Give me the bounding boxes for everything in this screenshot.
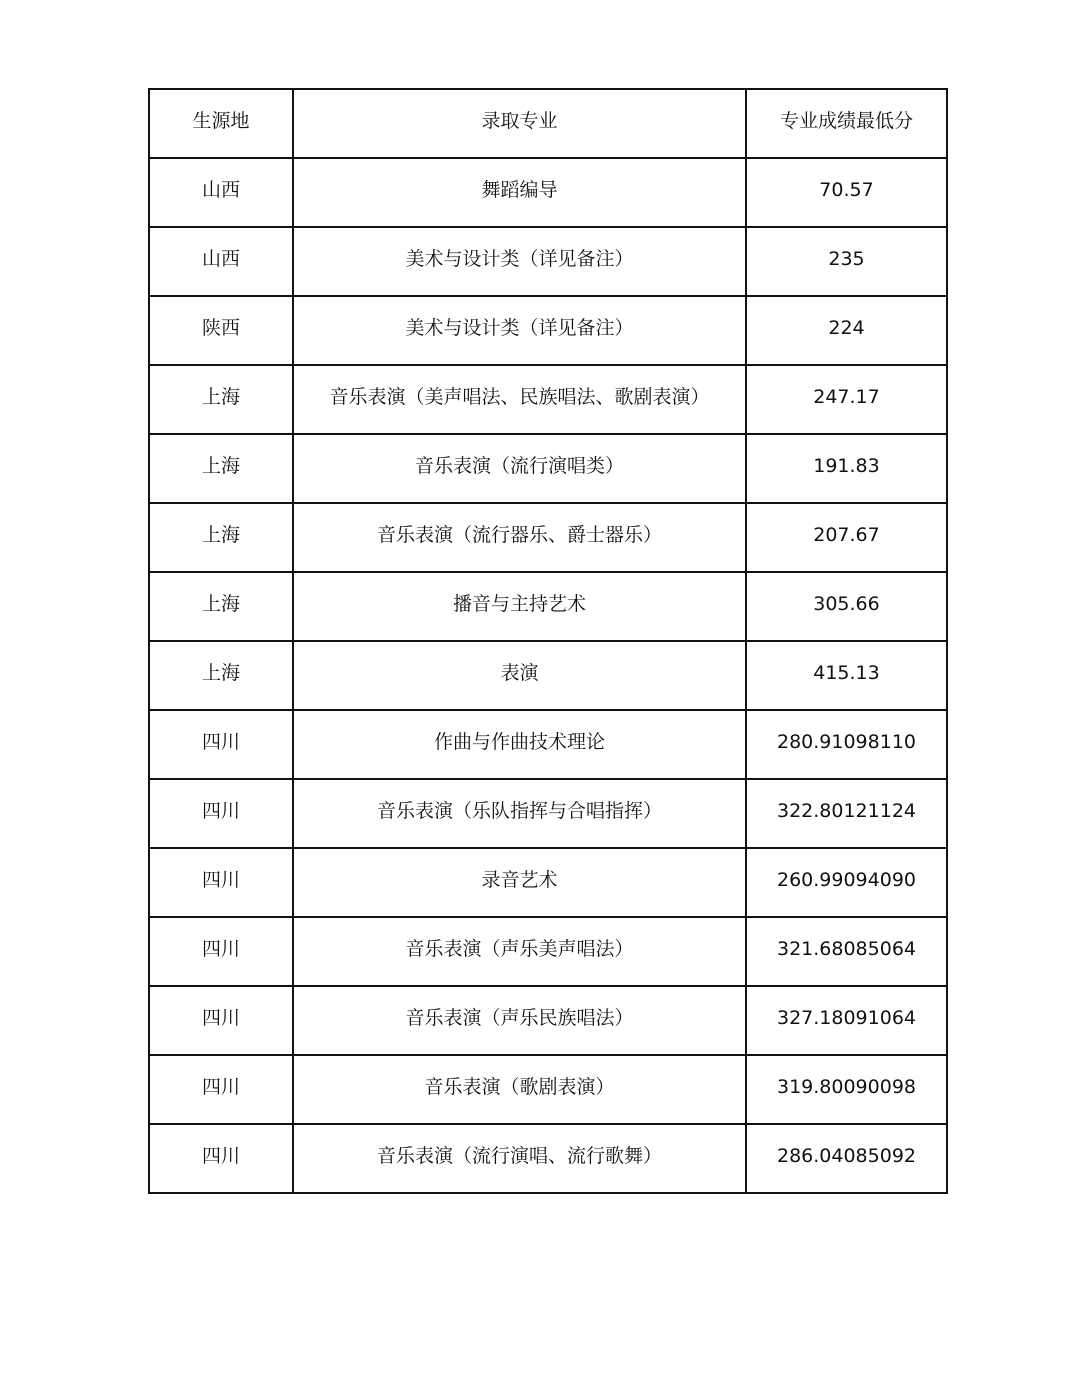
cell-major: 表演 xyxy=(293,641,746,710)
cell-major: 播音与主持艺术 xyxy=(293,572,746,641)
cell-min-score: 322.80121124 xyxy=(746,779,947,848)
cell-origin: 四川 xyxy=(149,779,293,848)
cell-min-score: 321.68085064 xyxy=(746,917,947,986)
cell-major: 录音艺术 xyxy=(293,848,746,917)
cell-min-score: 207.67 xyxy=(746,503,947,572)
table-row xyxy=(149,296,947,365)
cell-min-score: 327.18091064 xyxy=(746,986,947,1055)
cell-major: 音乐表演（乐队指挥与合唱指挥） xyxy=(293,779,746,848)
cell-min-score: 191.83 xyxy=(746,434,947,503)
cell-min-score: 235 xyxy=(746,227,947,296)
cell-major: 作曲与作曲技术理论 xyxy=(293,710,746,779)
cell-major: 美术与设计类（详见备注） xyxy=(293,296,746,365)
cell-min-score: 224 xyxy=(746,296,947,365)
cell-major: 美术与设计类（详见备注） xyxy=(293,227,746,296)
cell-origin: 四川 xyxy=(149,1124,293,1193)
cell-major: 音乐表演（歌剧表演） xyxy=(293,1055,746,1124)
table-row xyxy=(149,710,947,779)
table-row xyxy=(149,227,947,296)
cell-origin: 四川 xyxy=(149,710,293,779)
admission-score-table xyxy=(148,88,948,1194)
cell-origin: 陕西 xyxy=(149,296,293,365)
cell-major: 音乐表演（美声唱法、民族唱法、歌剧表演） xyxy=(293,365,746,434)
cell-major: 音乐表演（流行演唱类） xyxy=(293,434,746,503)
table-row xyxy=(149,1055,947,1124)
cell-origin: 上海 xyxy=(149,572,293,641)
cell-min-score: 247.17 xyxy=(746,365,947,434)
cell-major: 音乐表演（流行器乐、爵士器乐） xyxy=(293,503,746,572)
header-major: 录取专业 xyxy=(293,89,746,158)
table-row xyxy=(149,1124,947,1193)
table-row xyxy=(149,848,947,917)
header-origin: 生源地 xyxy=(149,89,293,158)
table-row xyxy=(149,917,947,986)
cell-min-score: 305.66 xyxy=(746,572,947,641)
table-header-row xyxy=(149,89,947,158)
cell-origin: 四川 xyxy=(149,848,293,917)
cell-major: 舞蹈编导 xyxy=(293,158,746,227)
cell-min-score: 70.57 xyxy=(746,158,947,227)
cell-origin: 山西 xyxy=(149,227,293,296)
cell-origin: 上海 xyxy=(149,365,293,434)
table-row xyxy=(149,986,947,1055)
table-row xyxy=(149,572,947,641)
table-row xyxy=(149,158,947,227)
cell-min-score: 286.04085092 xyxy=(746,1124,947,1193)
cell-origin: 上海 xyxy=(149,434,293,503)
cell-origin: 四川 xyxy=(149,917,293,986)
cell-origin: 上海 xyxy=(149,503,293,572)
table-row xyxy=(149,779,947,848)
cell-major: 音乐表演（声乐美声唱法） xyxy=(293,917,746,986)
cell-min-score: 280.91098110 xyxy=(746,710,947,779)
cell-major: 音乐表演（声乐民族唱法） xyxy=(293,986,746,1055)
cell-min-score: 415.13 xyxy=(746,641,947,710)
cell-origin: 四川 xyxy=(149,986,293,1055)
cell-origin: 上海 xyxy=(149,641,293,710)
table-row xyxy=(149,365,947,434)
cell-origin: 四川 xyxy=(149,1055,293,1124)
cell-origin: 山西 xyxy=(149,158,293,227)
table-row xyxy=(149,641,947,710)
header-min-score: 专业成绩最低分 xyxy=(746,89,947,158)
table-body xyxy=(149,158,947,1193)
cell-min-score: 319.80090098 xyxy=(746,1055,947,1124)
table-row xyxy=(149,503,947,572)
cell-min-score: 260.99094090 xyxy=(746,848,947,917)
table-row xyxy=(149,434,947,503)
cell-major: 音乐表演（流行演唱、流行歌舞） xyxy=(293,1124,746,1193)
